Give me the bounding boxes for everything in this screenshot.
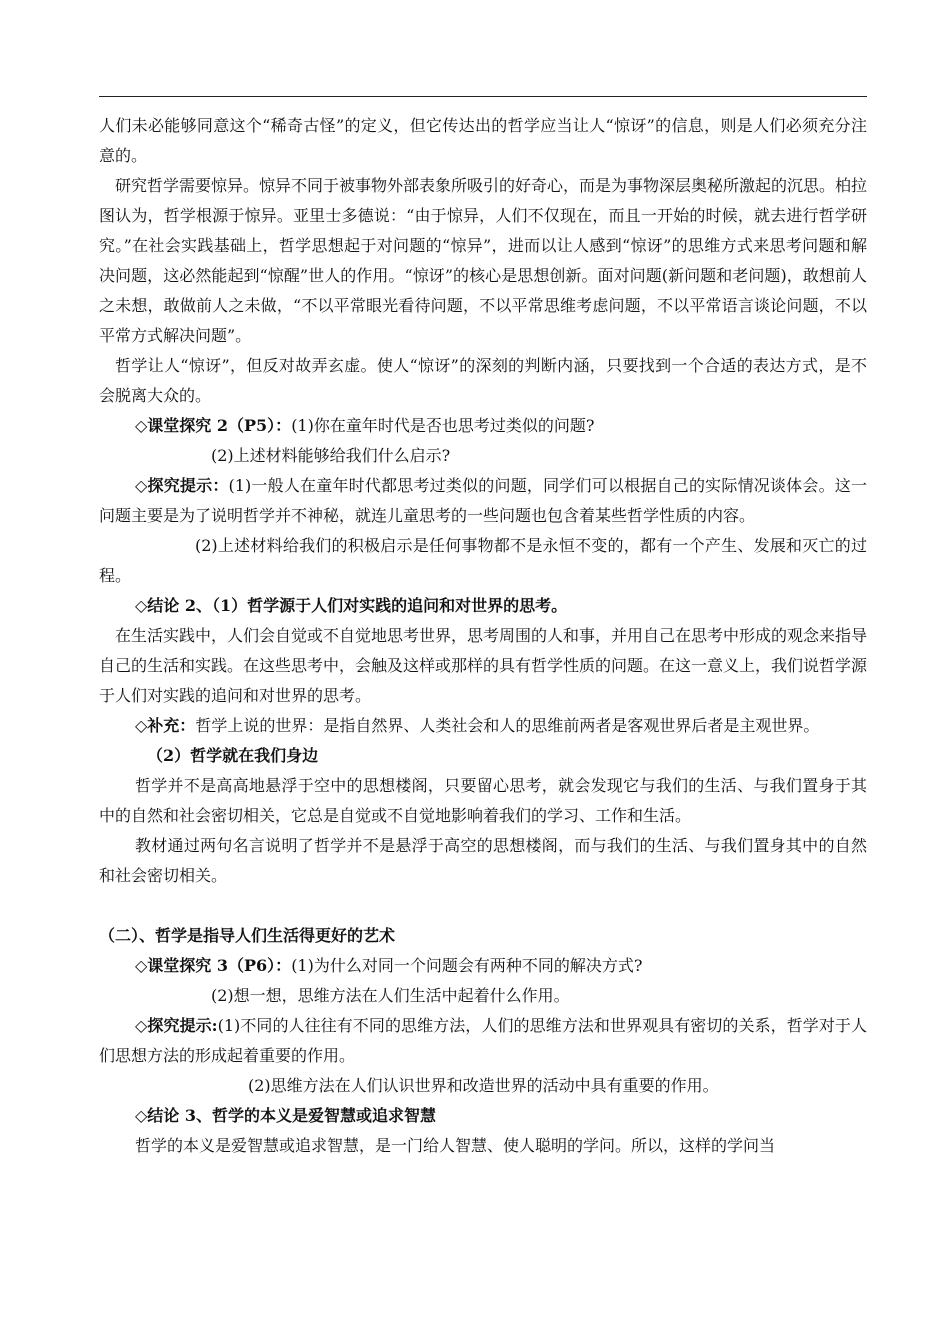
hint-2 <box>99 471 867 531</box>
paragraph-2: 研究哲学需要惊异。惊异不同于被事物外部表象所吸引的好奇心，而是为事物深层奥秘所激起的沉思。柏拉图认为，哲学根源于惊异。亚里士多德说：“由于惊异，人们不仅现在，而且一开始的时候，就去进行哲学研究。”在社会实践基础上，哲学思想起于对问题的“惊异”，进而以让人感到“惊讶”的思维方式来思考问题和解决问题，这必然能起到“惊醒”世人的作用。“惊讶”的核心是思想创新。面对问题(新问题和老问题)，敢想前人之未想，敢做前人之未做，“不以平常眼光看待问题，不以平常思维考虑问题，不以平常语言谈论问题，不以平常方式解决问题”。 <box>99 176 868 345</box>
header-rule <box>99 96 867 97</box>
inquiry-2-question-1: (1)你在童年时代是否也思考过类似的问题? <box>291 416 595 435</box>
hint-3-label: ◇探究提示: <box>135 1016 218 1035</box>
hint-3-answer-1: (1)不同的人往往有不同的思维方法，人们的思维方法和世界观具有密切的关系，哲学对于人们思想方法的形成起着重要的作用。 <box>99 1016 867 1065</box>
blank-line <box>99 891 867 921</box>
supplement-text: 哲学上说的世界：是指自然界、人类社会和人的思维前两者是客观世界后者是主观世界。 <box>195 716 820 735</box>
section-2-paragraph-1: 哲学并不是高高地悬浮于空中的思想楼阁，只要留心思考，就会发现它与我们的生活、与我们置身于其中的自然和社会密切相关，它总是自觉或不自觉地影响着我们的学习、工作和生活。 <box>99 776 867 825</box>
paragraph-3: 哲学让人“惊讶”，但反对故弄玄虚。使人“惊讶”的深刻的判断内涵，只要找到一个合适的表达方式，是不会脱离大众的。 <box>99 356 867 405</box>
hint-2-answer-1: (1)一般人在童年时代都思考过类似的问题，同学们可以根据自己的实际情况谈体会。这一问题主要是为了说明哲学并不神秘，就连儿童思考的一些问题也包含着某些哲学性质的内容。 <box>99 476 867 525</box>
part-two-heading: （二）、哲学是指导人们生活得更好的艺术 <box>99 926 396 945</box>
paragraph-1: 人们未必能够同意这个“稀奇古怪”的定义，但它传达出的哲学应当让人“惊讶”的信息，则是人们必须充分注意的。 <box>99 116 867 165</box>
conclusion-2-heading: ◇结论 2、（1）哲学源于人们对实践的追问和对世界的思考。 <box>135 596 568 615</box>
conclusion-2-body: 在生活实践中，人们会自觉或不自觉地思考世界，思考周围的人和事，并用自己在思考中形成的观念来指导自己的生活和实践。在这些思考中，会触及这样或那样的具有哲学性质的问题。在这一意义上，我们说哲学源于人们对实践的追问和对世界的思考。 <box>99 626 868 705</box>
supplement <box>99 711 867 741</box>
hint-2-label: ◇探究提示： <box>135 476 229 495</box>
hint-3 <box>99 1011 867 1071</box>
inquiry-3-question-1: (1)为什么对同一个问题会有两种不同的解决方式? <box>291 956 643 975</box>
document-body <box>99 111 867 1161</box>
conclusion-3-body: 哲学的本义是爱智慧或追求智慧，是一门给人智慧、使人聪明的学问。所以，这样的学问当 <box>135 1136 776 1155</box>
inquiry-2-label: ◇课堂探究 2（P5）： <box>135 416 292 435</box>
inquiry-3 <box>99 951 867 981</box>
inquiry-2 <box>99 411 867 441</box>
section-2-heading: （2）哲学就在我们身边 <box>147 746 319 765</box>
section-2-paragraph-2: 教材通过两句名言说明了哲学并不是悬浮于高空的思想楼阁，而与我们的生活、与我们置身其中的自然和社会密切相关。 <box>99 836 867 885</box>
inquiry-2-question-2: (2)上述材料能够给我们什么启示? <box>211 446 451 465</box>
hint-2-answer-2: (2)上述材料给我们的积极启示是任何事物都不是永恒不变的，都有一个产生、发展和灭亡的过程。 <box>99 536 867 585</box>
supplement-label: ◇补充： <box>135 716 196 735</box>
inquiry-3-question-2: (2)想一想，思维方法在人们生活中起着什么作用。 <box>211 986 570 1005</box>
hint-3-answer-2: (2)思维方法在人们认识世界和改造世界的活动中具有重要的作用。 <box>248 1076 719 1095</box>
inquiry-3-label: ◇课堂探究 3（P6）： <box>135 956 292 975</box>
conclusion-3-heading: ◇结论 3、哲学的本义是爱智慧或追求智慧 <box>135 1106 437 1125</box>
